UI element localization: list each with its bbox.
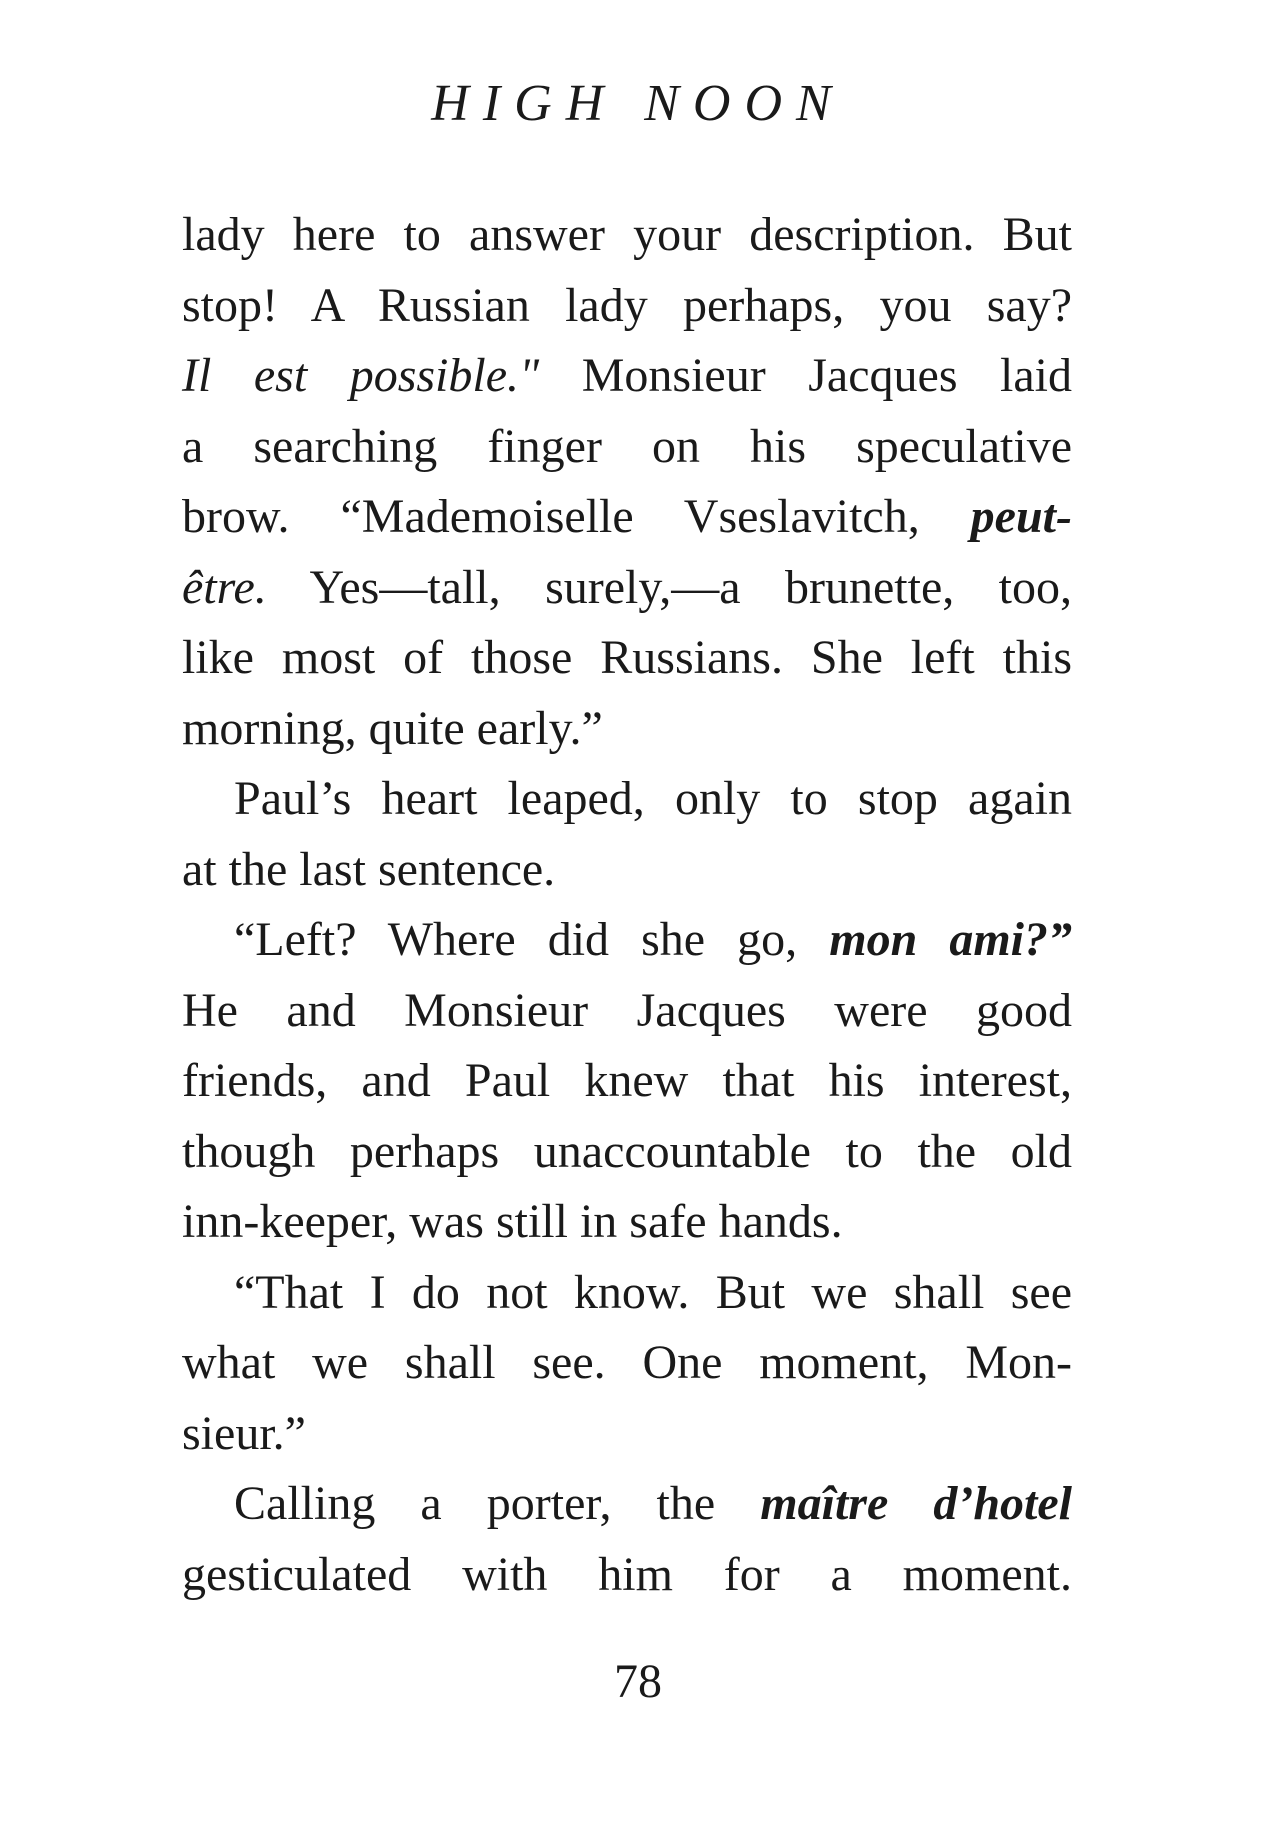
body-text [182,200,1072,1610]
text-segment: what we shall see. One moment, Mon- [182,1336,1072,1389]
text-line [182,1187,1072,1258]
text-segment: sieur.” [182,1406,306,1460]
text-segment: Il est possible." [182,349,540,402]
text-segment: Paul’s heart leaped, only to stop again [234,772,1072,825]
text-line [182,764,1072,835]
text-line [182,1469,1072,1540]
text-segment: inn-keeper, was still in safe hands. [182,1195,843,1248]
text-segment: at the last sentence. [182,842,556,896]
text-segment: Monsieur Jacques laid [539,349,1072,402]
running-head: HIGH NOON [431,75,845,132]
text-segment: “Left? Where did she go, [234,913,830,966]
text-line [182,1258,1072,1329]
text-line [182,905,1072,976]
text-segment: Calling a porter, the [234,1477,761,1530]
text-segment: He and Monsieur Jacques were good [182,983,1072,1037]
text-line [182,341,1072,412]
text-segment: lady here to answer your description. But [182,208,1072,261]
text-line [182,623,1072,694]
text-line [182,200,1072,271]
text-segment: like most of those Russians. She left this [182,631,1072,684]
text-line [182,1117,1072,1188]
text-segment: stop! A Russian lady perhaps, you say? [182,278,1072,332]
text-segment: peut- [970,490,1072,543]
text-line [182,1540,1072,1611]
text-line [182,482,1072,553]
text-segment: être. [182,560,267,614]
text-segment: mon ami?” [829,913,1073,966]
page-number: 78 [614,1655,662,1708]
text-line [182,694,1072,765]
text-segment: gesticulated with him for a moment. [182,1547,1072,1601]
text-segment: maître d’hotel [760,1477,1072,1530]
text-line [182,976,1072,1047]
text-line [182,1046,1072,1117]
text-segment: friends, and Paul knew that his interest, [182,1054,1072,1107]
text-line [182,835,1072,906]
text-segment: a searching finger on his speculative [182,419,1072,473]
text-segment: Yes—tall, surely,—a brunette, too, [266,560,1072,614]
text-segment: though perhaps unaccountable to the old [182,1124,1072,1178]
text-line [182,1328,1072,1399]
text-segment: “That I do not know. But we shall see [234,1265,1072,1319]
text-line [182,412,1072,483]
text-segment: morning, quite early.” [182,701,603,755]
text-line [182,553,1072,624]
text-line [182,1399,1072,1470]
text-segment: brow. “Mademoiselle Vseslavitch, [182,490,971,543]
text-line [182,271,1072,342]
